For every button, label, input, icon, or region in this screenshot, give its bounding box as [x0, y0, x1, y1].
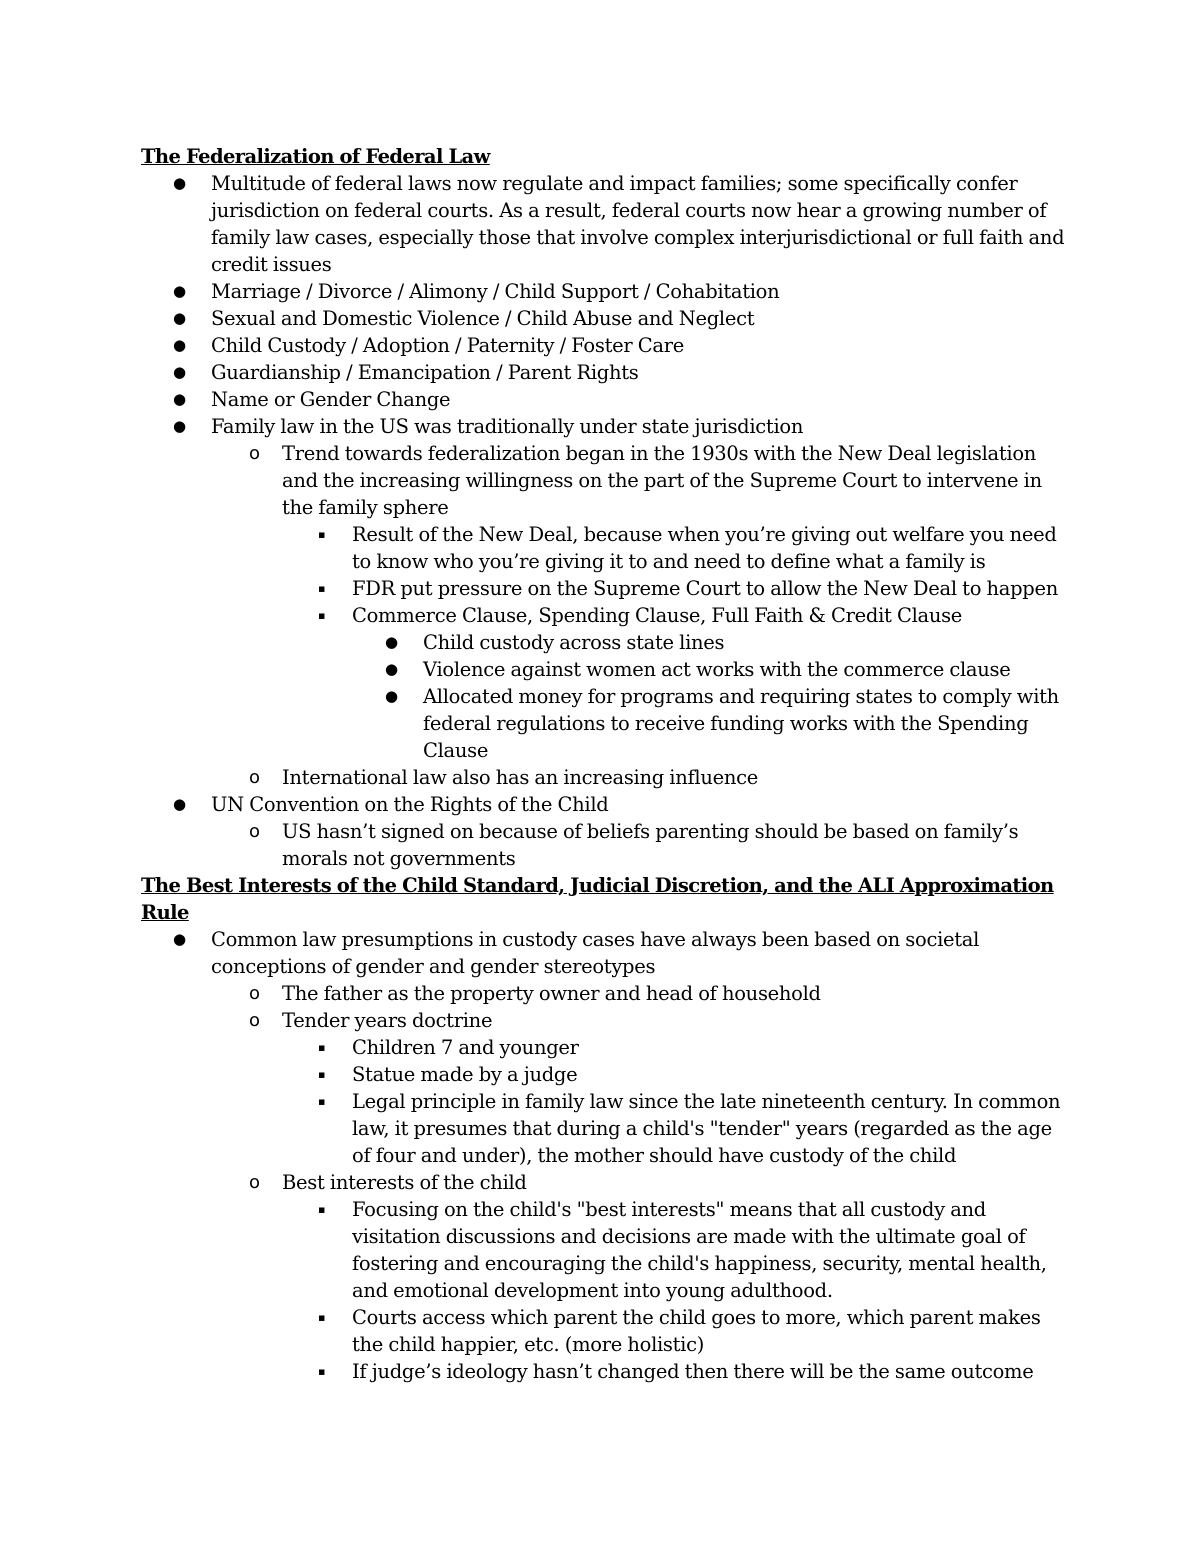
list-item-text: Commerce Clause, Spending Clause, Full Faith & Credit Clause [352, 604, 963, 627]
list-item-text: Guardianship / Emancipation / Parent Rights [211, 361, 639, 384]
list-item-text: Violence against women act works with the commerce clause [423, 658, 1011, 681]
list-item-text: Best interests of the child [282, 1171, 527, 1194]
list-item [141, 278, 1066, 305]
bullet-disc-icon: ● [173, 174, 186, 192]
list-item-text: International law also has an increasing influence [282, 766, 758, 789]
list-item-text: Marriage / Divorce / Alimony / Child Support / Cohabitation [211, 280, 780, 303]
bullet-square-icon: ▪ [318, 582, 326, 595]
bullet-circle-icon: o [249, 983, 260, 1004]
list-item [141, 1196, 1066, 1304]
bullet-disc-icon: ● [173, 795, 186, 813]
section-heading-best-interests: The Best Interests of the Child Standard, Judicial Discretion, and the ALI Approximation Rule [141, 874, 1054, 924]
list-item-text: Statue made by a judge [352, 1063, 578, 1086]
list-item-text: Child Custody / Adoption / Paternity / Foster Care [211, 334, 684, 357]
list-item [141, 926, 1066, 980]
list-item [141, 602, 1066, 629]
list-item [141, 170, 1066, 278]
bullet-circle-icon: o [249, 1172, 260, 1193]
list-item-text: Legal principle in family law since the late nineteenth century. In common law, it presumes that during a child's "tender" years (regarded as the age of four and under), the mother should have custody of the child [352, 1090, 1061, 1167]
list-item [141, 683, 1066, 764]
bullet-disc-icon: ● [173, 309, 186, 327]
list-item [141, 791, 1066, 818]
bullet-circle-icon: o [249, 821, 260, 842]
list-item-text: UN Convention on the Rights of the Child [211, 793, 609, 816]
bullet-disc-icon: ● [385, 633, 398, 651]
list-item-text: FDR put pressure on the Supreme Court to allow the New Deal to happen [352, 577, 1058, 600]
list-item [141, 1034, 1066, 1061]
bullet-disc-icon: ● [173, 930, 186, 948]
list-item [141, 413, 1066, 440]
list-item-text: Family law in the US was traditionally under state jurisdiction [211, 415, 804, 438]
list-item [141, 656, 1066, 683]
list-item-text: Result of the New Deal, because when you’re giving out welfare you need to know who you’re giving it to and need to define what a family is [352, 523, 1057, 573]
list-item [141, 305, 1066, 332]
bullet-circle-icon: o [249, 1010, 260, 1031]
list-item [141, 332, 1066, 359]
list-item-text: Allocated money for programs and requiring states to comply with federal regulations to receive funding works with the Spending Clause [423, 685, 1059, 762]
list-item [141, 764, 1066, 791]
bullet-disc-icon: ● [173, 363, 186, 381]
list-item-text: Name or Gender Change [211, 388, 451, 411]
list-item [141, 1169, 1066, 1196]
list-item [141, 818, 1066, 872]
section-heading-federalization: The Federalization of Federal Law [141, 145, 490, 168]
list-item [141, 386, 1066, 413]
list-item [141, 521, 1066, 575]
bullet-disc-icon: ● [385, 660, 398, 678]
bullet-square-icon: ▪ [318, 1311, 326, 1324]
list-item [141, 1061, 1066, 1088]
list-item [141, 575, 1066, 602]
list-item-text: Tender years doctrine [282, 1009, 493, 1032]
list-item-text: Multitude of federal laws now regulate and impact families; some specifically confer jurisdiction on federal courts. As a result, federal courts now hear a growing number of family law cases, especially those that involve complex interjurisdictional or full faith and credit issues [211, 172, 1065, 276]
bullet-square-icon: ▪ [318, 1068, 326, 1081]
list-item-text: Common law presumptions in custody cases have always been based on societal conceptions of gender and gender stereotypes [211, 928, 980, 978]
bullet-disc-icon: ● [173, 336, 186, 354]
list-item-text: Courts access which parent the child goes to more, which parent makes the child happier, etc. (more holistic) [352, 1306, 1041, 1356]
bullet-square-icon: ▪ [318, 1095, 326, 1108]
list-item [141, 359, 1066, 386]
list-item-text: Children 7 and younger [352, 1036, 579, 1059]
bullet-square-icon: ▪ [318, 1041, 326, 1054]
list-item [141, 1007, 1066, 1034]
bullet-square-icon: ▪ [318, 1203, 326, 1216]
list-item-text: Trend towards federalization began in the 1930s with the New Deal legislation and the increasing willingness on the part of the Supreme Court to intervene in the family sphere [282, 442, 1042, 519]
list-item [141, 1304, 1066, 1358]
list-item [141, 1358, 1066, 1385]
bullet-square-icon: ▪ [318, 609, 326, 622]
document-page [141, 143, 1066, 1385]
list-item-text: Child custody across state lines [423, 631, 725, 654]
bullet-square-icon: ▪ [318, 1365, 326, 1378]
bullet-disc-icon: ● [385, 687, 398, 705]
bullet-disc-icon: ● [173, 282, 186, 300]
list-item-text: Sexual and Domestic Violence / Child Abuse and Neglect [211, 307, 755, 330]
list-item-text: If judge’s ideology hasn’t changed then there will be the same outcome [352, 1360, 1034, 1383]
list-item-text: The father as the property owner and head of household [282, 982, 821, 1005]
bullet-circle-icon: o [249, 443, 260, 464]
list-item-text: Focusing on the child's "best interests" means that all custody and visitation discussions and decisions are made with the ultimate goal of fostering and encouraging the child's happiness, security, mental health, and emotional development into young adulthood. [352, 1198, 1047, 1302]
list-item-text: US hasn’t signed on because of beliefs parenting should be based on family’s morals not governments [282, 820, 1019, 870]
list-item [141, 629, 1066, 656]
list-item [141, 980, 1066, 1007]
bullet-circle-icon: o [249, 767, 260, 788]
bullet-square-icon: ▪ [318, 528, 326, 541]
bullet-disc-icon: ● [173, 417, 186, 435]
list-item [141, 1088, 1066, 1169]
bullet-disc-icon: ● [173, 390, 186, 408]
list-item [141, 440, 1066, 521]
